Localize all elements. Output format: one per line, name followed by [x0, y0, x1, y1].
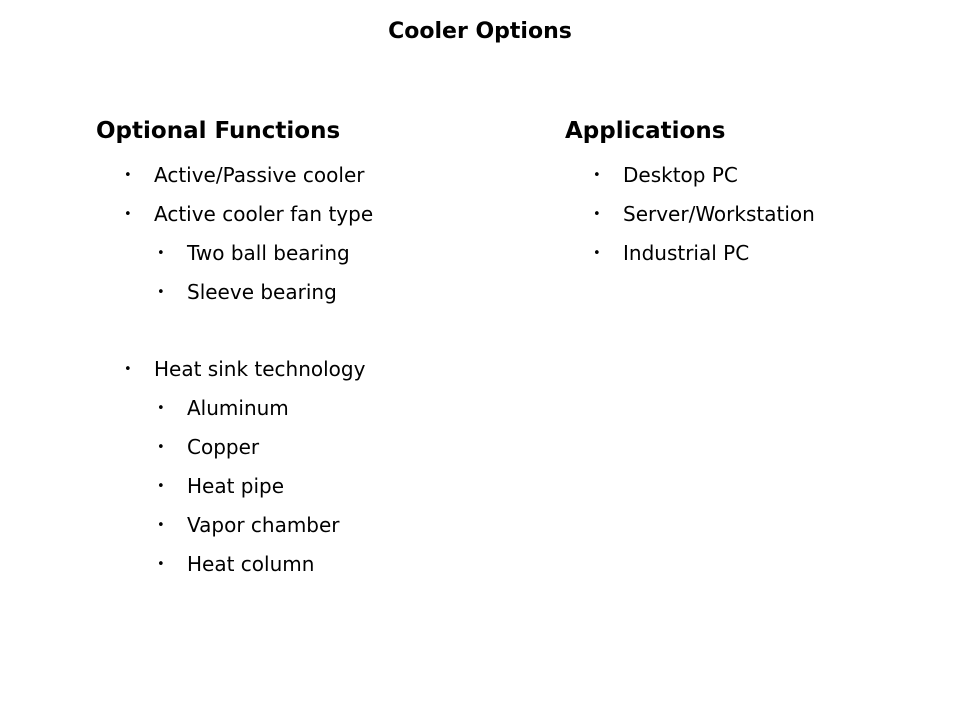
slide-title: Cooler Options — [388, 19, 572, 44]
bullet-icon: • — [157, 557, 165, 572]
applications-list — [565, 156, 945, 273]
bullet-icon: • — [593, 207, 601, 222]
applications-column — [565, 115, 945, 273]
list-item-label: Desktop PC — [623, 163, 738, 187]
bullet-icon: • — [157, 285, 165, 300]
list-item-label: Two ball bearing — [187, 241, 350, 265]
list-item-label: Copper — [187, 435, 260, 459]
applications-heading: Applications — [565, 118, 726, 144]
bullet-icon: • — [124, 362, 132, 377]
list-item-label: Industrial PC — [623, 241, 750, 265]
list-item-label: Heat sink technology — [154, 357, 366, 381]
bullet-icon: • — [593, 246, 601, 261]
list-item — [96, 350, 526, 389]
list-item — [96, 428, 526, 467]
bullet-icon: • — [157, 440, 165, 455]
list-item — [565, 195, 945, 234]
optional-functions-column — [96, 115, 526, 584]
optional-functions-list — [96, 156, 526, 584]
list-item-label: Server/Workstation — [623, 202, 815, 226]
list-item-label: Heat pipe — [187, 474, 285, 498]
optional-functions-heading: Optional Functions — [96, 118, 341, 144]
list-item — [96, 467, 526, 506]
list-item — [96, 545, 526, 584]
list-item-label: Sleeve bearing — [187, 280, 337, 304]
bullet-icon: • — [593, 168, 601, 183]
list-item — [96, 273, 526, 312]
bullet-icon: • — [157, 518, 165, 533]
bullet-icon: • — [157, 401, 165, 416]
list-item-label: Active/Passive cooler — [154, 163, 365, 187]
list-item-label: Vapor chamber — [187, 513, 340, 537]
bullet-icon: • — [157, 479, 165, 494]
list-item — [96, 234, 526, 273]
list-item — [96, 195, 526, 234]
list-item — [96, 506, 526, 545]
bullet-icon: • — [124, 207, 132, 222]
list-item — [565, 156, 945, 195]
list-item-label: Aluminum — [187, 396, 289, 420]
list-spacer — [96, 312, 526, 350]
list-item — [96, 389, 526, 428]
bullet-icon: • — [124, 168, 132, 183]
bullet-icon: • — [157, 246, 165, 261]
list-item — [96, 156, 526, 195]
list-item-label: Active cooler fan type — [154, 202, 374, 226]
list-item-label: Heat column — [187, 552, 315, 576]
list-item — [565, 234, 945, 273]
